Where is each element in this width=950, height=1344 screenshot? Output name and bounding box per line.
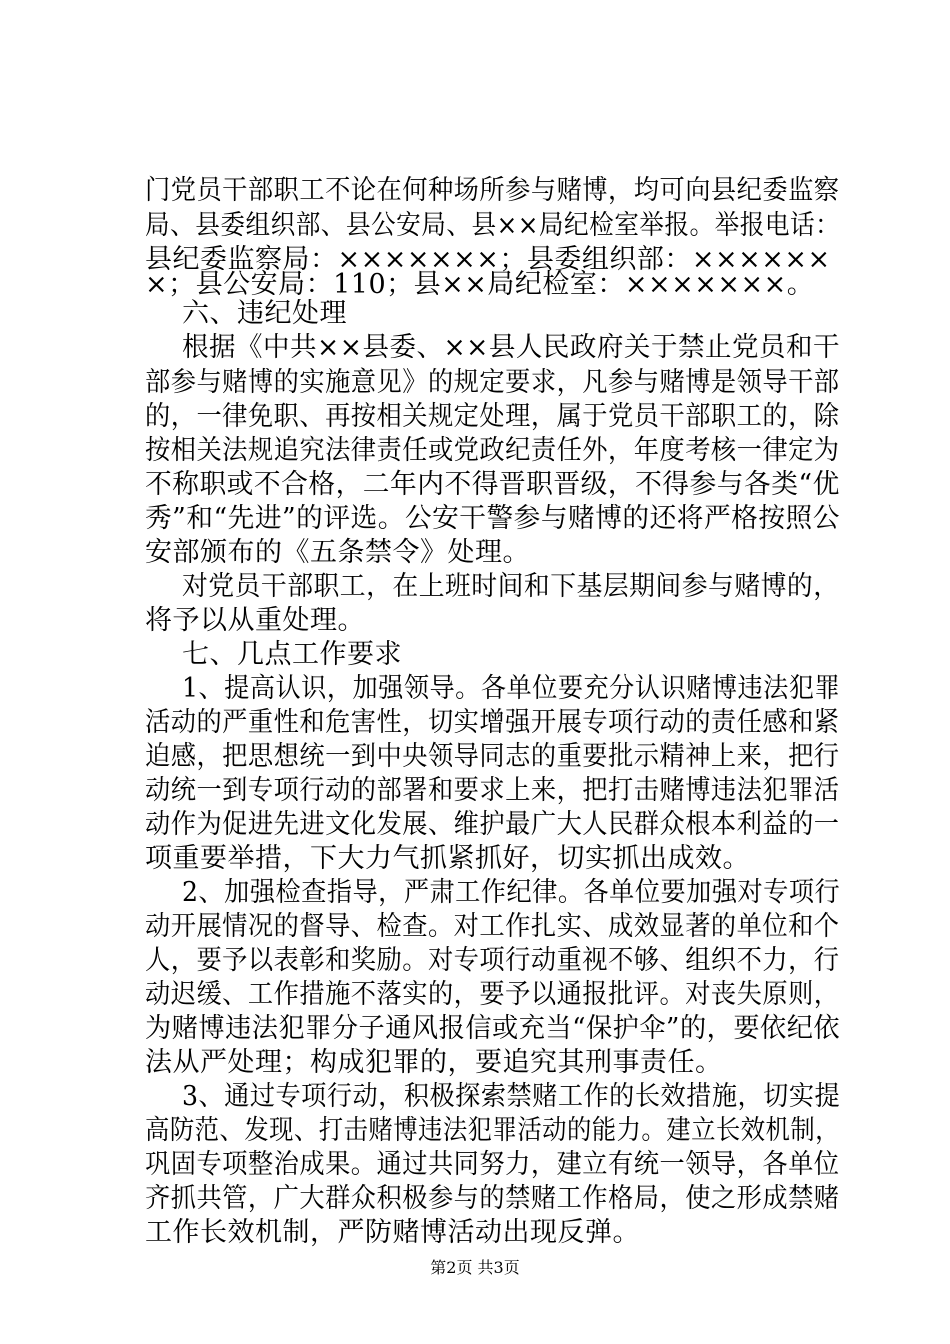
text-line: 活动的严重性和危害性，切实增强开展专项行动的责任感和紧	[145, 707, 840, 738]
page-number-footer: 第2页 共3页	[430, 1258, 520, 1277]
text-line: 局、县委组织部、县公安局、县××局纪检室举报。举报电话：	[145, 210, 841, 241]
text-line: 迫感，把思想统一到中央领导同志的重要批示精神上来，把行	[145, 741, 840, 772]
text-line: 为赌博违法犯罪分子通风报信或充当“保护伞”的，要依纪依	[145, 1013, 841, 1044]
text-line: 项重要举措，下大力气抓紧抓好，切实抓出成效。	[145, 843, 750, 874]
text-line: 将予以从重处理。	[145, 605, 365, 636]
section-heading: 七、几点工作要求	[182, 639, 402, 670]
text-line: 按相关法规追究法律责任或党政纪责任外，年度考核一律定为	[145, 435, 840, 466]
text-line: 动开展情况的督导、检查。对工作扎实、成效显著的单位和个	[145, 911, 840, 942]
text-line: 县纪委监察局：×××××××；县委组织部：××××××	[145, 244, 831, 275]
text-line: 巩固专项整治成果。通过共同努力，建立有统一领导，各单位	[145, 1149, 840, 1180]
text-line: 部参与赌博的实施意见》的规定要求，凡参与赌博是领导干部	[145, 367, 840, 398]
text-line: 动统一到专项行动的部署和要求上来，把打击赌博违法犯罪活	[145, 775, 840, 806]
text-line: ×；县公安局：110；县××局纪检室：×××××××。	[145, 269, 815, 300]
text-line: 动迟缓、工作措施不落实的，要予以通报批评。对丧失原则，	[145, 979, 840, 1010]
text-line: 安部颁布的《五条禁令》处理。	[145, 537, 530, 568]
text-line: 门党员干部职工不论在何种场所参与赌博，均可向县纪委监察	[145, 175, 840, 206]
text-line: 根据《中共××县委、××县人民政府关于禁止党员和干	[182, 332, 840, 363]
text-line: 工作长效机制，严防赌博活动出现反弹。	[145, 1217, 640, 1248]
text-line: 法从严处理；构成犯罪的，要追究其刑事责任。	[145, 1047, 723, 1078]
text-line: 3、通过专项行动，积极探索禁赌工作的长效措施，切实提	[182, 1081, 841, 1112]
text-line: 的，一律免职、再按相关规定处理，属于党员干部职工的，除	[145, 401, 840, 432]
text-line: 齐抓共管，广大群众积极参与的禁赌工作格局，使之形成禁赌	[145, 1183, 840, 1214]
text-line: 秀”和“先进”的评选。公安干警参与赌博的还将严格按照公	[145, 503, 840, 534]
text-line: 1、提高认识，加强领导。各单位要充分认识赌博违法犯罪	[182, 673, 841, 704]
text-line: 对党员干部职工，在上班时间和下基层期间参与赌博的，	[182, 571, 840, 602]
text-line: 2、加强检查指导，严肃工作纪律。各单位要加强对专项行	[182, 877, 841, 908]
section-heading: 六、违纪处理	[182, 298, 347, 329]
text-line: 人，要予以表彰和奖励。对专项行动重视不够、组织不力，行	[145, 945, 840, 976]
text-line: 高防范、发现、打击赌博违法犯罪活动的能力。建立长效机制，	[145, 1115, 840, 1146]
text-line: 动作为促进先进文化发展、维护最广大人民群众根本利益的一	[145, 809, 840, 840]
text-line: 不称职或不合格，二年内不得晋职晋级，不得参与各类“优	[145, 469, 840, 500]
